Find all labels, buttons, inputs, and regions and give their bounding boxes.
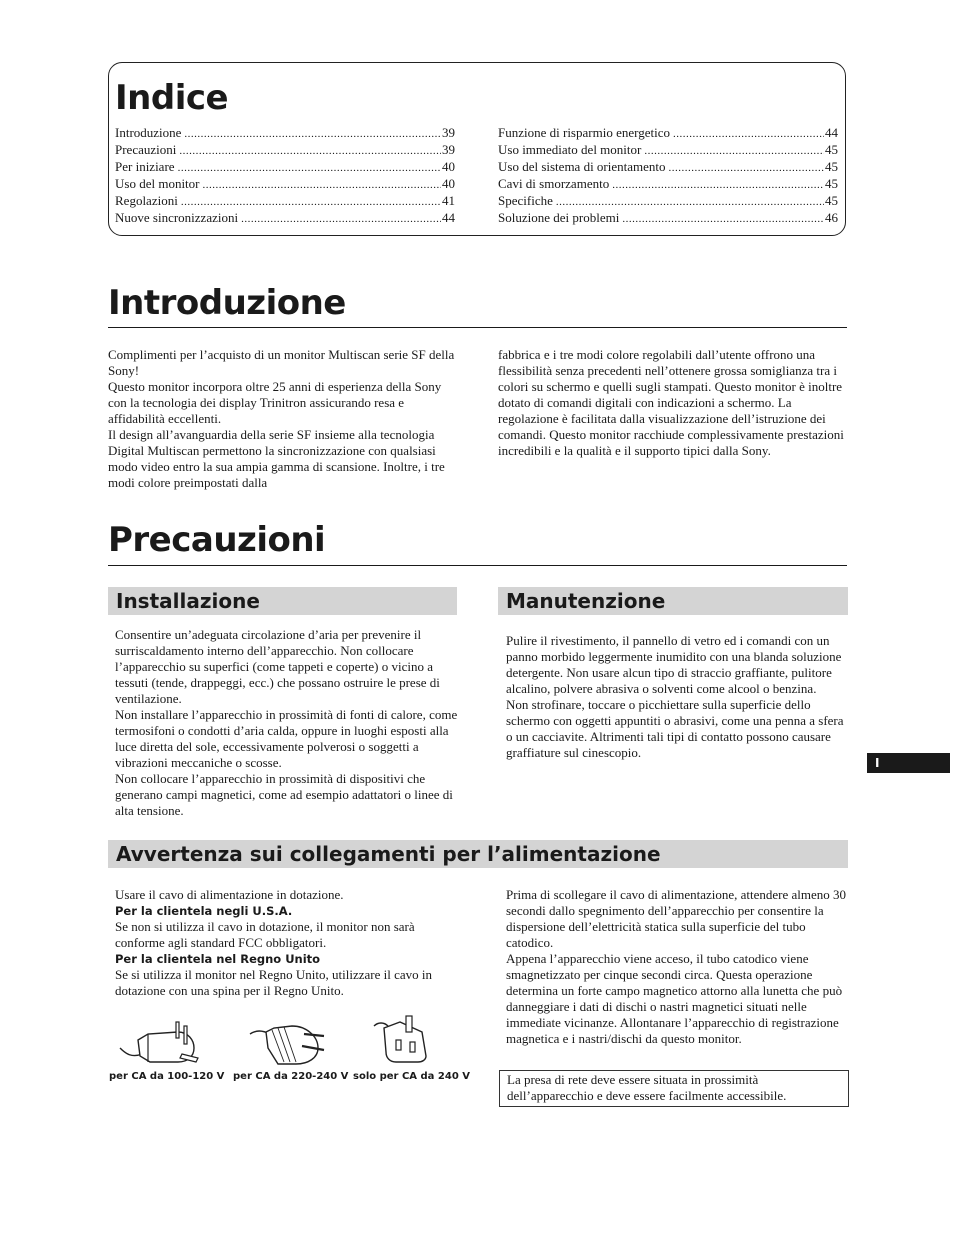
manutenzione-header: Manutenzione (498, 587, 848, 615)
plug-caption: solo per CA da 240 V (353, 1071, 470, 1082)
paragraph: Usare il cavo di alimentazione in dotazione. (115, 887, 344, 902)
avvertenza-right-text (506, 887, 851, 1047)
installazione-text (115, 627, 460, 819)
introduzione-title: Introduzione (108, 283, 346, 323)
paragraph: Se si utilizza il monitor nel Regno Unito, utilizzare il cavo in dotazione con una spina per il Regno Unito. (115, 967, 432, 998)
indice-title: Indice (115, 78, 229, 118)
uk-plug-icon (372, 1014, 436, 1066)
language-tab: I (867, 753, 950, 773)
precauzioni-title: Precauzioni (108, 520, 326, 560)
section-rule (108, 327, 847, 328)
paragraph: Non installare l’apparecchio in prossimità di fonti di calore, come termosifoni o condotti d’aria calda, oppure in luoghi esposti alla luce diretta del sole, eccessivamente polverosi o soggetti a vibrazioni meccaniche o scosse. (115, 707, 458, 770)
paragraph: Complimenti per l’acquisto di un monitor Multiscan serie SF della Sony! (108, 347, 455, 378)
paragraph: Se non si utilizza il cavo in dotazione, il monitor non sarà conforme agli standard FCC obbligatori. (115, 919, 415, 950)
plug-caption: per CA da 220-240 V (233, 1071, 349, 1082)
toc-right-column (498, 125, 838, 227)
us-plug-icon (118, 1018, 204, 1066)
introduzione-col2 (498, 347, 850, 459)
uk-customers-label: Per la clientela nel Regno Unito (115, 952, 321, 966)
toc-item[interactable]: Cavi di smorzamento ..... 45 (498, 176, 838, 193)
usa-customers-label: Per la clientela negli U.S.A. (115, 904, 293, 918)
toc-left-column (115, 125, 455, 227)
paragraph: Consentire un’adeguata circolazione d’aria per prevenire il surriscaldamento interno dell’apparecchio. Non collocare l’apparecchio su superfici (come tappeti e coperte) o vicino a tessuti (tende, drappeggi, ecc.) che possano ostruire le prese di ventilazione. (115, 627, 440, 706)
toc-item[interactable]: Per iniziare ..... 40 (115, 159, 455, 176)
toc-item[interactable]: Specifiche ..... 45 (498, 193, 838, 210)
manutenzione-text (506, 633, 851, 761)
paragraph: Pulire il rivestimento, il pannello di vetro ed i comandi con un panno morbido leggermente inumidito con una blanda soluzione detergente. Non usare alcun tipo di straccio graffiante, pulitore alcalino, polvere abrasiva o solventi come alcool o benzina. (506, 633, 842, 696)
plug-caption: per CA da 100-120 V (109, 1071, 225, 1082)
toc-item[interactable]: Uso immediato del monitor ..... 45 (498, 142, 838, 159)
introduzione-col1 (108, 347, 460, 491)
paragraph: Non collocare l’apparecchio in prossimità di dispositivi che generano campi magnetici, come ad esempio adattatori o linee di alta tensione. (115, 771, 453, 818)
paragraph: fabbrica e i tre modi colore regolabili dall’utente offrono una flessibilità senza precedenti nell’ottenere grossa somiglianza tra i colori su schermo e quelli sugli stampati. Questo monitor è inoltre dotato di comandi digitali con indicazioni a schermo. La regolazione è facilitata dalla visualizzazione dell’istruzione dei comandi. Questo monitor racchiude complessivamente prestazioni incredibili e la qualità e il supporto tipici dalla Sony. (498, 347, 844, 458)
section-rule (108, 565, 847, 566)
paragraph: Appena l’apparecchio viene acceso, il tubo catodico viene smagnetizzato per cinque secondi circa. Questa operazione determina un forte campo magnetico attorno alla lunetta che può danneggiare i dati di dischi o nastri magnetici situati nelle immediate vicinanze. Allontanare l’apparecchio di registrazione magnetica e i nastri/dischi da questo monitor. (506, 951, 843, 1046)
toc-item[interactable]: Uso del sistema di orientamento ..... 45 (498, 159, 838, 176)
toc-item[interactable]: Introduzione ..... 39 (115, 125, 455, 142)
paragraph: Prima di scollegare il cavo di alimentazione, attendere almeno 30 secondi dallo spegnimento dell’apparecchio per consentire la dispersione dell’elettricità statica sulla superficie del tubo catodico. (506, 887, 847, 950)
toc-item[interactable]: Uso del monitor ..... 40 (115, 176, 455, 193)
avvertenza-left-text (115, 887, 460, 999)
installazione-header: Installazione (108, 587, 457, 615)
toc-item[interactable]: Regolazioni ..... 41 (115, 193, 455, 210)
toc-item[interactable]: Soluzione dei problemi ..... 46 (498, 210, 838, 227)
paragraph: Non strofinare, toccare o picchiettare sulla superficie dello schermo con oggetti appuntiti o abrasivi, come una penna a sfera o un cacciavite. Altrimenti tali tipi di contatto possono causare graffiature sul cinescopio. (506, 697, 844, 760)
avvertenza-header: Avvertenza sui collegamenti per l’alimentazione (108, 840, 848, 868)
paragraph: Il design all’avanguardia della serie SF insieme alla tecnologia Digital Multiscan permettono la sincronizzazione con qualsiasi modo video entro la sua ampia gamma di scansione. Inoltre, i tre modi colore preimpostati dalla (108, 427, 445, 490)
toc-item[interactable]: Precauzioni ..... 39 (115, 142, 455, 159)
paragraph: Questo monitor incorpora oltre 25 anni di esperienza della Sony con la tecnologia dei display Trinitron assicurando resa e affidabilità eccellenti. (108, 379, 442, 426)
notice-box: La presa di rete deve essere situata in prossimità dell’apparecchio e deve essere facilmente accessibile. (499, 1070, 849, 1107)
toc-item[interactable]: Funzione di risparmio energetico ..... 44 (498, 125, 838, 142)
toc-item[interactable]: Nuove sincronizzazioni ..... 44 (115, 210, 455, 227)
eu-plug-icon (248, 1018, 334, 1066)
